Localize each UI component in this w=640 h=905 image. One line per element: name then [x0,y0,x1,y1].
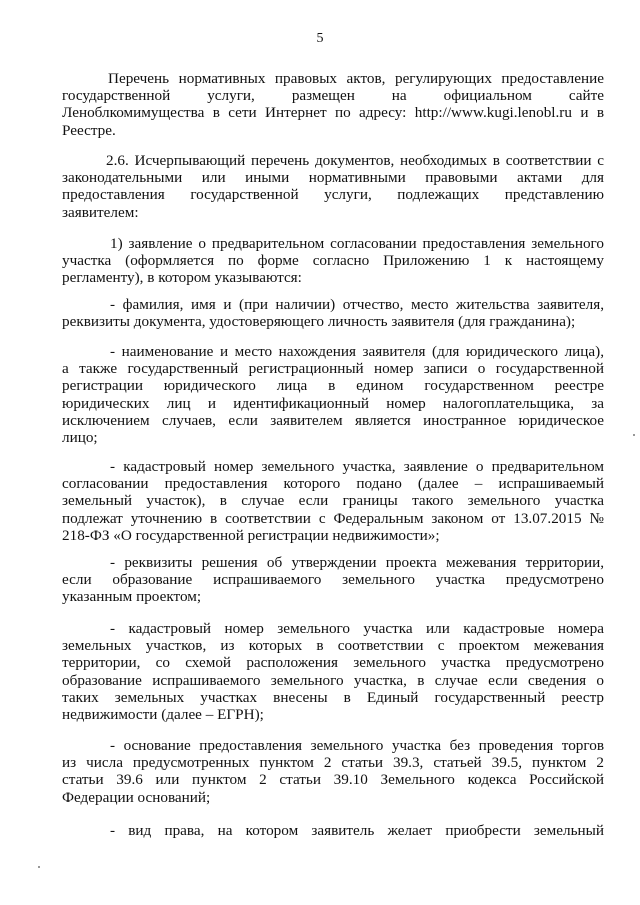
section-2-6-paragraph [62,152,604,221]
text-line: статьи 39.6 или пунктом 2 статьи 39.10 Земельного кодекса Российской [62,771,604,789]
text-line: территории, со схемой расположения земельного участка предусмотрено [62,654,604,672]
text-line: - наименование и место нахождения заявителя (для юридического лица), [110,343,604,360]
text-line: реквизиты документа, удостоверяющего личность заявителя (для гражданина); [62,313,576,331]
text-line: недвижимости (далее – ЕГРН); [62,706,264,724]
text-line: а также государственный регистрационный номер записи о государственной [62,360,604,378]
bullet-paragraph [62,620,604,723]
bullet-paragraph [62,458,604,544]
text-line: государственной услуги, размещен на официальном сайте [62,87,604,105]
bullet-paragraph [62,296,604,330]
text-line: таких земельных участках внесены в Единый государственный реестр [62,688,604,706]
text-line: если образование испрашиваемого земельного участка предусмотрено [62,571,604,589]
text-line: Реестре. [62,121,116,139]
text-line: Федерации оснований; [62,788,211,806]
text-line: - основание предоставления земельного участка без проведения торгов [110,737,604,754]
bullet-paragraph [62,343,604,446]
text-line: указанным проектом; [62,588,202,606]
scan-speck [633,434,635,436]
text-line: согласовании предоставления которого подано (далее – испрашиваемый [62,475,604,493]
text-line: предоставления государственной услуги, подлежащих представлению [62,186,604,204]
text-line: из числа предусмотренных пунктом 2 статьи 39.3, статьей 39.5, пунктом 2 [62,754,604,772]
text-line: - реквизиты решения об утверждении проекта межевания территории, [110,554,604,571]
text-line: - фамилия, имя и (при наличии) отчество, место жительства заявителя, [110,296,604,313]
text-line: участка (оформляется по форме согласно Приложению 1 к настоящему [62,252,604,270]
text-line: лицо; [62,429,98,447]
bullet-paragraph [62,554,604,606]
text-line: 1) заявление о предварительном согласовании предоставления земельного [110,235,604,252]
text-line: - кадастровый номер земельного участка, заявление о предварительном [110,458,604,475]
text-line: - кадастровый номер земельного участка или кадастровые номера [110,620,604,637]
text-line: подлежат уточнению в соответствии с Федеральным законом от 13.07.2015 № [62,509,604,527]
item-1-paragraph [62,235,604,287]
bullet-paragraph [62,737,604,806]
bullet-paragraph [62,822,604,839]
text-line: регистрации юридического лица в едином государственном реестре [62,377,604,395]
text-line: образование испрашиваемого земельного участка, в случае если сведения о [62,671,604,689]
text-line: Перечень нормативных правовых актов, регулирующих предоставление [108,70,604,87]
text-line: земельных участков, из которых в соответствии с проектом межевания [62,637,604,655]
text-line: заявителем: [62,203,139,221]
text-line: исключением случаев, если заявителем является иностранное юридическое [62,411,604,429]
text-line: законодательными или иными нормативными правовыми актами для [62,169,604,187]
text-line: регламенту), в котором указываются: [62,269,302,287]
text-line: 2.6. Исчерпывающий перечень документов, необходимых в соответствии с [106,152,604,169]
text-line: - вид права, на котором заявитель желает приобрести земельный [110,822,604,839]
text-line: 218-ФЗ «О государственной регистрации недвижимости»; [62,526,440,544]
page-number: 5 [316,31,324,46]
scan-speck [38,866,40,868]
intro-paragraph [62,70,604,139]
text-line: юридических лиц и идентификационный номер налогоплательщика, за [62,394,604,412]
text-line: земельный участок), в случае если границы такого земельного участка [62,492,604,510]
text-line: Леноблкомимущества в сети Интернет по адресу: http://www.kugi.lenobl.ru и в [62,104,604,122]
